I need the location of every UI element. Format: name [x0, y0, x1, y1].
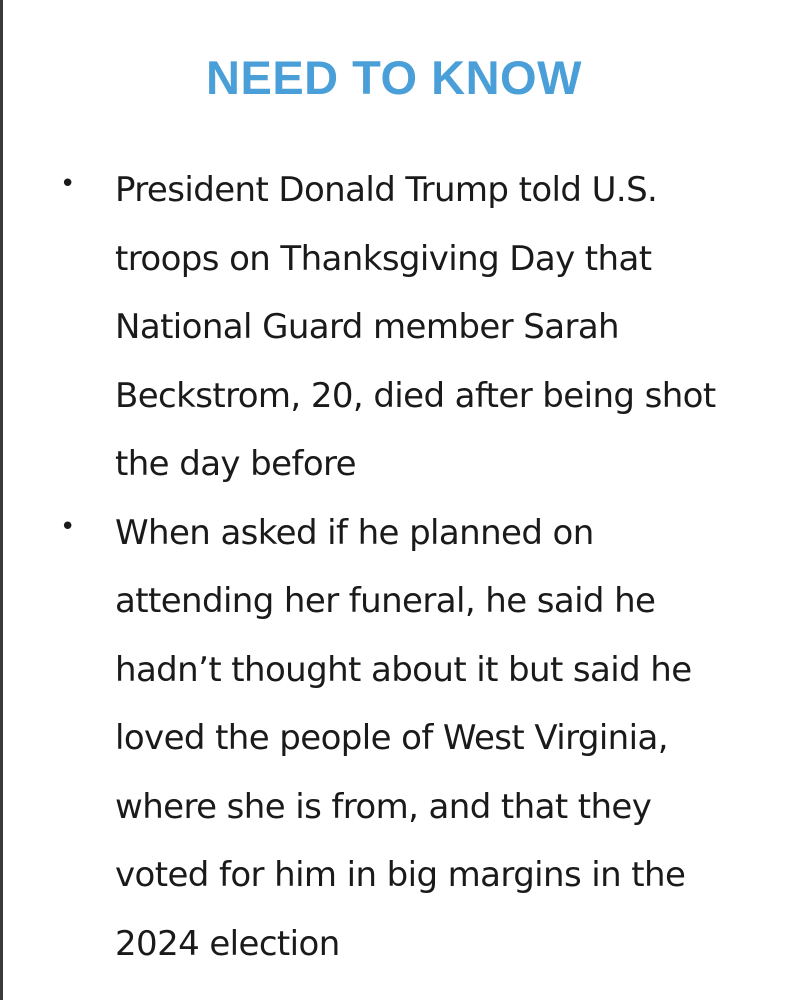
bullet-list	[0, 156, 788, 978]
bullet-text-line: loved the people of West Virginia,	[115, 718, 668, 758]
bullet-text-line: where she is from, and that they	[115, 786, 652, 827]
bullet-dot-icon: •	[60, 511, 75, 542]
bullet-text-line: 2024 election	[115, 923, 340, 964]
section-heading: NEED TO KNOW	[206, 51, 582, 104]
bullet-text-line: the day before	[115, 444, 356, 484]
bullet-text-line: When asked if he planned on	[115, 512, 594, 553]
bullet-item	[0, 499, 788, 979]
bullet-dot-icon: •	[60, 169, 75, 199]
bullet-text-line: attending her funeral, he said he	[115, 581, 656, 621]
bullet-text-line: hadn’t thought about it but said he	[115, 649, 692, 690]
bullet-text-line: Beckstrom, 20, died after being shot	[115, 375, 716, 416]
bullet-item	[0, 156, 788, 499]
bullet-text-line: President Donald Trump told U.S.	[115, 170, 658, 210]
bullet-text-line: National Guard member Sarah	[115, 307, 620, 347]
bullet-text-line: troops on Thanksgiving Day that	[115, 238, 652, 279]
bullet-text-line: voted for him in big margins in the	[115, 855, 686, 895]
